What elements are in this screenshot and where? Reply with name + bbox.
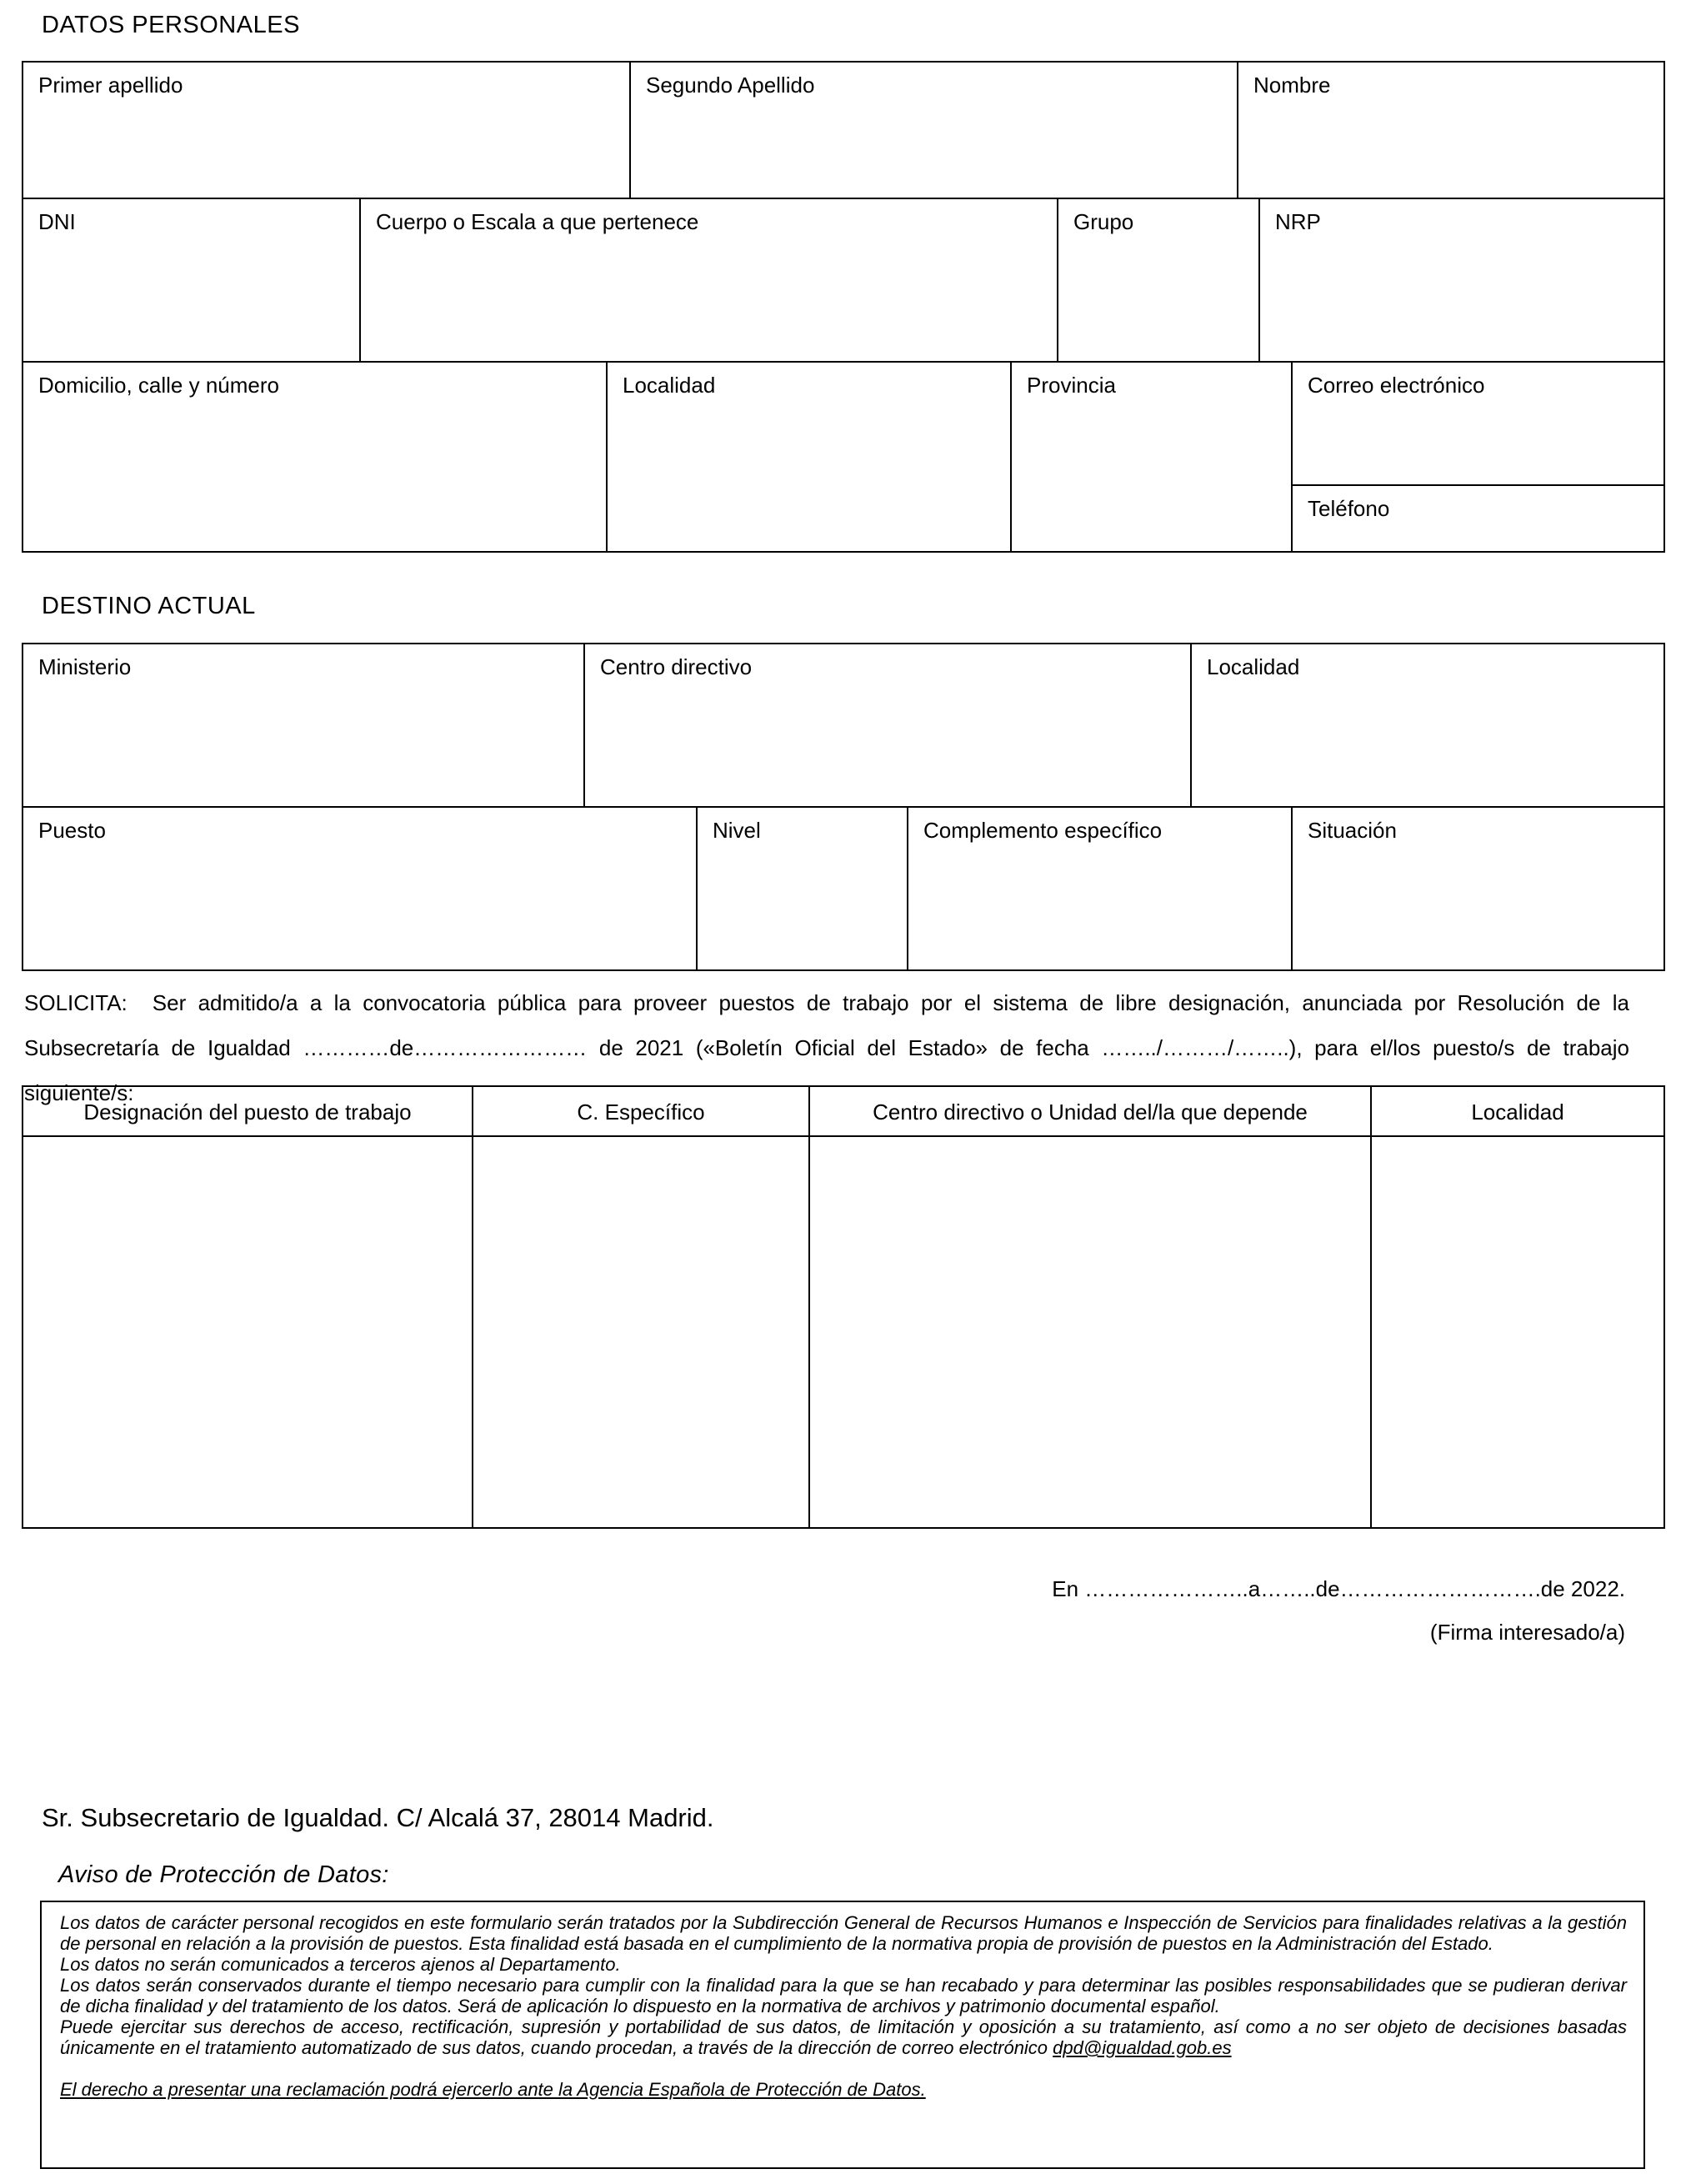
field-puesto[interactable] xyxy=(23,808,698,969)
aviso-box xyxy=(40,1901,1645,2169)
header-c-especifico: C. Específico xyxy=(577,1099,705,1125)
label-grupo: Grupo xyxy=(1073,209,1134,234)
label-destino-localidad: Localidad xyxy=(1207,654,1300,679)
field-cuerpo-escala[interactable] xyxy=(361,199,1058,363)
label-nrp: NRP xyxy=(1275,209,1321,234)
field-telefono[interactable] xyxy=(1293,486,1663,551)
fecha-line: En …………………..a……..de……………………….de 2022. xyxy=(1052,1576,1625,1601)
aviso-title: Aviso de Protección de Datos: xyxy=(58,1861,389,1888)
field-situacion[interactable] xyxy=(1293,808,1663,969)
aviso-email-link[interactable]: dpd@igualdad.gob.es xyxy=(1053,2037,1232,2058)
solicita-label: SOLICITA: xyxy=(24,990,128,1015)
datos-personales-table xyxy=(22,61,1665,553)
label-nivel: Nivel xyxy=(713,818,761,843)
aviso-p2: Los datos no serán comunicados a terceros ajenos al Departamento. xyxy=(60,1954,621,1975)
puestos-col-divider-3 xyxy=(1370,1087,1372,1527)
aviso-p5: El derecho a presentar una reclamación podrá ejercerlo ante la Agencia Española de Protección de Datos. xyxy=(60,2079,926,2100)
aviso-p1: Los datos de carácter personal recogidos en este formulario serán tratados por la Subdirección General de Recursos Humanos e Inspección de Servicios para finalidades relativas a la gestión de personal en relación a la provisión de puestos. Esta finalidad está basada en el cumplimiento de la normativa propia de provisión de puestos en la Administración del Estado. xyxy=(60,1912,1627,1954)
label-situacion: Situación xyxy=(1308,818,1397,843)
input-localidad[interactable] xyxy=(1373,1139,1662,1527)
field-primer-apellido[interactable] xyxy=(23,63,631,199)
aviso-p4 xyxy=(60,2016,1627,2058)
field-destino-localidad[interactable] xyxy=(1192,644,1663,808)
label-provincia: Provincia xyxy=(1027,373,1116,398)
aviso-p3: Los datos serán conservados durante el tiempo necesario para cumplir con la finalidad para la que se han recabado y para determinar las posibles responsabilidades que se pudieran derivar de dicha finalidad y del tratamiento de los datos. Será de aplicación lo dispuesto en la normativa de archivos y patrimonio documental español. xyxy=(60,1975,1627,2016)
puestos-col-divider-1 xyxy=(472,1087,473,1527)
puestos-table xyxy=(22,1085,1665,1529)
field-nivel[interactable] xyxy=(698,808,908,969)
label-ministerio: Ministerio xyxy=(38,654,132,679)
destino-actual-table xyxy=(22,643,1665,971)
section-title-destino-actual: DESTINO ACTUAL xyxy=(42,593,256,619)
header-centro-directivo-unidad: Centro directivo o Unidad del/la que depende xyxy=(873,1099,1308,1125)
header-designacion-puesto: Designación del puesto de trabajo xyxy=(83,1099,412,1125)
field-grupo[interactable] xyxy=(1058,199,1260,363)
input-centro-directivo-unidad[interactable] xyxy=(812,1139,1368,1527)
input-designacion-puesto[interactable] xyxy=(25,1139,470,1527)
field-ministerio[interactable] xyxy=(23,644,585,808)
field-dni[interactable] xyxy=(23,199,361,363)
field-correo-electronico[interactable] xyxy=(1293,363,1663,486)
label-cuerpo-escala: Cuerpo o Escala a que pertenece xyxy=(376,209,699,234)
label-dni: DNI xyxy=(38,209,76,234)
field-nombre[interactable] xyxy=(1238,63,1663,199)
field-complemento-especifico[interactable] xyxy=(908,808,1293,969)
label-telefono: Teléfono xyxy=(1308,496,1390,521)
label-puesto: Puesto xyxy=(38,818,106,843)
field-domicilio[interactable] xyxy=(23,363,608,551)
field-centro-directivo[interactable] xyxy=(585,644,1192,808)
header-localidad: Localidad xyxy=(1471,1099,1564,1125)
label-complemento-especifico: Complemento específico xyxy=(923,818,1163,843)
destinatario: Sr. Subsecretario de Igualdad. C/ Alcalá 37, 28014 Madrid. xyxy=(42,1803,714,1832)
aviso-p4-text: Puede ejercitar sus derechos de acceso, rectificación, supresión y portabilidad de sus datos, de limitación y oposición a su tratamiento, así como a no ser objeto de decisiones basadas únicamente en el tratamiento automatizado de sus datos, cuando procedan, a través de la dirección de correo electrónico xyxy=(60,2016,1627,2058)
label-centro-directivo: Centro directivo xyxy=(600,654,753,679)
input-c-especifico[interactable] xyxy=(475,1139,807,1527)
field-nrp[interactable] xyxy=(1260,199,1663,363)
label-domicilio: Domicilio, calle y número xyxy=(38,373,279,398)
field-provincia[interactable] xyxy=(1012,363,1293,551)
field-localidad[interactable] xyxy=(608,363,1012,551)
label-localidad: Localidad xyxy=(623,373,716,398)
section-title-datos-personales: DATOS PERSONALES xyxy=(42,12,300,38)
label-nombre: Nombre xyxy=(1253,73,1331,98)
field-segundo-apellido[interactable] xyxy=(631,63,1238,199)
label-correo-electronico: Correo electrónico xyxy=(1308,373,1485,398)
solicita-text: Ser admitido/a a la convocatoria pública para proveer puestos de trabajo por el sistema de libre designación, anunciada por Resolución de la Subsecretaría de Igualdad …………de…………………… de 2021 («Boletín Oficial del Estado» de fecha ……../………/……..), para el/los puesto/s de trabajo siguiente/s: xyxy=(24,990,1629,1105)
firma-label: (Firma interesado/a) xyxy=(1429,1620,1625,1645)
puestos-col-divider-2 xyxy=(808,1087,810,1527)
label-primer-apellido: Primer apellido xyxy=(38,73,183,98)
label-segundo-apellido: Segundo Apellido xyxy=(646,73,815,98)
